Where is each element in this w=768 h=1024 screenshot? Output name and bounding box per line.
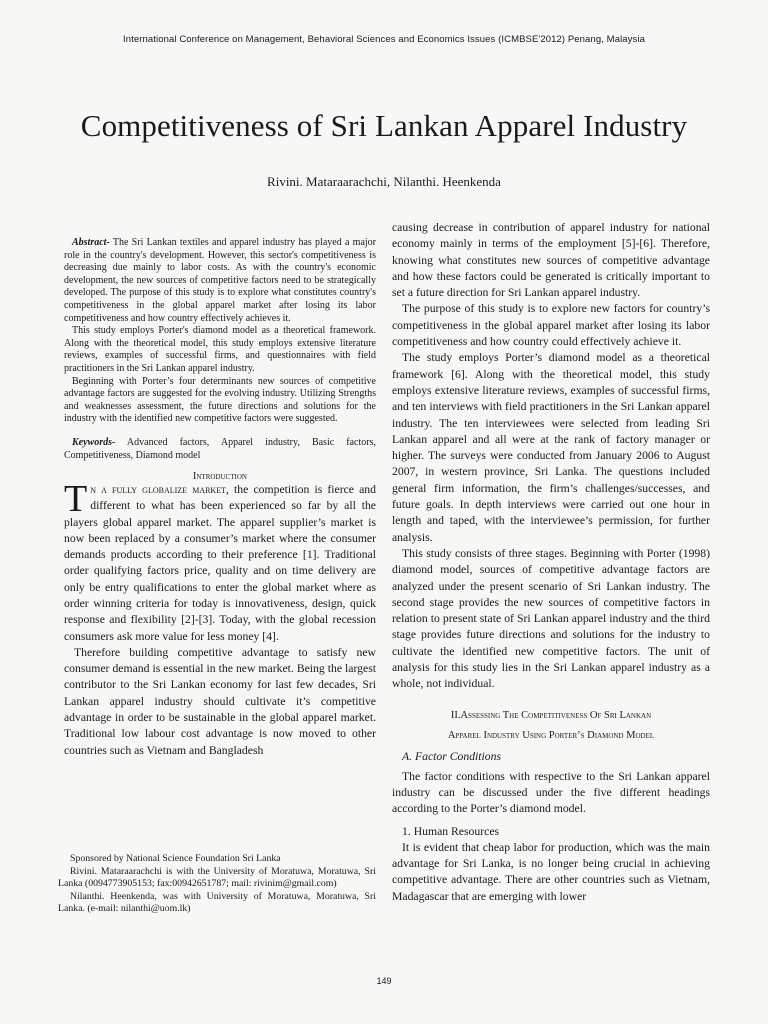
abstract-label: Abstract- [72,237,110,248]
section2-heading-line2: Apparel Industry Using Porter’s Diamond Model [447,729,655,741]
section2-p1: The factor conditions with respective to the Sri Lankan apparel industry can be discussed under the five different headings according to the Porter’s diamond model. [392,769,710,816]
section2-body [392,769,710,905]
conference-header: International Conference on Management, Behavioral Sciences and Economics Issues (ICMBSE'2012) Penang, Malaysia [123,34,645,45]
footnote-author2: Nilanthi. Heenkenda, was with University of Moratuwa, Moratuwa, Sri Lanka. (e-mail: nilanthi@uom.lk) [58,890,376,915]
abstract-p2: This study employs Porter's diamond model as a theoretical framework. Along with the theoretical model, this study employs extensive literature reviews, examples of successful firms, and questionnaires with field practitioners in the Sri Lankan apparel industry. [64,325,376,374]
item1-text: It is evident that cheap labor for production, which was the main advantage for Sri Lanka, is no longer being crucial in achieving competitive advantage. There are other countries such as Vietnam, Madagascar that are emerging with lower [392,840,710,903]
abstract-p3: Beginning with Porter’s four determinants new sources of competitive advantage factors are suggested for the evolving industry. Utilizing Strengths and weaknesses assessment, the future directions and solutions for the industry with the identified new competitive factors were suggested. [64,375,376,425]
footnote [58,853,376,916]
left-column [64,220,376,759]
section2-heading [392,706,710,746]
intro-p6: This study consists of three stages. Beginning with Porter (1998) diamond model, sources of competitive advantage factors are analyzed under the present scenario of Sri Lankan industry. The second stage provides the new sources of competitive factors in relation to present state of Sri Lankan apparel industry and the third stage provides future directions and solutions for the industry to cultivate the identified new competitive factors. The unit of analysis for this study lies in the Sri Lankan apparel industry as a whole, not individual. [392,546,710,691]
keywords-text: Advanced factors, Apparel industry, Basic factors, Competitiveness, Diamond model [64,436,376,461]
intro-p4: The purpose of this study is to explore new factors for country’s competitiveness in the global apparel market after losing its labor competitiveness and how country could effectively achieve it. [392,302,710,349]
intro-heading: Introduction [193,470,247,482]
right-column [392,220,710,905]
subsection-heading: A. Factor Conditions [402,749,502,763]
page-number: 149 [376,976,392,986]
intro-body-right [392,220,710,693]
abstract-p1: The Sri Lankan textiles and apparel industry has played a major role in the country's development. However, this sector's competitiveness is decreasing due mainly to labor costs. As with the country's economic development, the new sources of competitive factors need to be strategically developed. The purpose of this study is to explore what constitutes country's competitiveness in the global apparel market after losing its labor competitiveness and how country effectively achieves it. [64,237,376,324]
keywords-label: Keywords- [72,436,116,448]
footnote-sponsor: Sponsored by National Science Foundation Sri Lanka [70,853,281,864]
section2-heading-line1: II.Assessing The Competitiveness Of Sri Lankan [450,709,652,721]
paper-authors: Rivini. Mataraarachchi, Nilanthi. Heenkenda [267,174,501,189]
paper-title: Competitiveness of Sri Lankan Apparel Industry [80,108,688,143]
intro-p2: Therefore building competitive advantage to satisfy new consumer demand is essential in the new market. Being the largest contributor to the Sri Lankan economy for last few decades, Sri Lankan apparel industry should cultivate it’s competitive advantage in order to be sustainable in the global apparel market. Traditional low labour cost advantage is now moved to other countries such as Vietnam and Bangladesh [64,645,376,757]
item1-heading: 1. Human Resources [402,824,500,838]
intro-p5: The study employs Porter’s diamond model as a theoretical framework [6]. Along with the theoretical model, this study employs extensive literature reviews, examples of successful firms, and ten interviews with field practitioners in the Sri Lankan apparel industry. The ten interviewees were selected from leading Sri Lankan apparel and all were at the rank of factory manager or higher. The surveys were conducted from January 2006 to August 2007, in western province, Sri Lanka. The questions included general firm information, the firm’s challenges/successes, and future goals. In depth interviews were carried out one hour in length and taped, with the interviewee’s permission, for further analysis. [392,351,710,544]
drop-cap: T [64,477,88,520]
intro-p1: , the competition is fierce and different to what has been experienced so far by all the players global apparel market. The apparel supplier’s market is now been replaced by a consumer’s market where the consumer demands products according to their preference [1]. Traditional order qualifying factors price, quality and on time delivery are only be entry qualifications to enter the global market where as order winning criteria for today is innovativeness, design, quick response and flexibility [2]-[3]. Today, with the global recession consumers ask more value for less money [4]. [64,482,376,643]
keywords [64,436,376,462]
intro-lead: n a fully globalize market [90,482,226,496]
abstract [64,237,376,426]
intro-p3: causing decrease in contribution of apparel industry for national economy mainly in terms of the employment [5]-[6]. Therefore, knowing what constitutes new sources of competitive advantage and how these factors could be generated is critically important to set a future direction for Sri Lankan apparel industry. [392,221,710,300]
intro-body-left [64,477,376,759]
footnote-author1: Rivini. Mataraarachchi is with the University of Moratuwa, Moratuwa, Sri Lanka (0094773905153; fax:00942651787; mail: rivinim@gmail.com) [58,865,376,890]
